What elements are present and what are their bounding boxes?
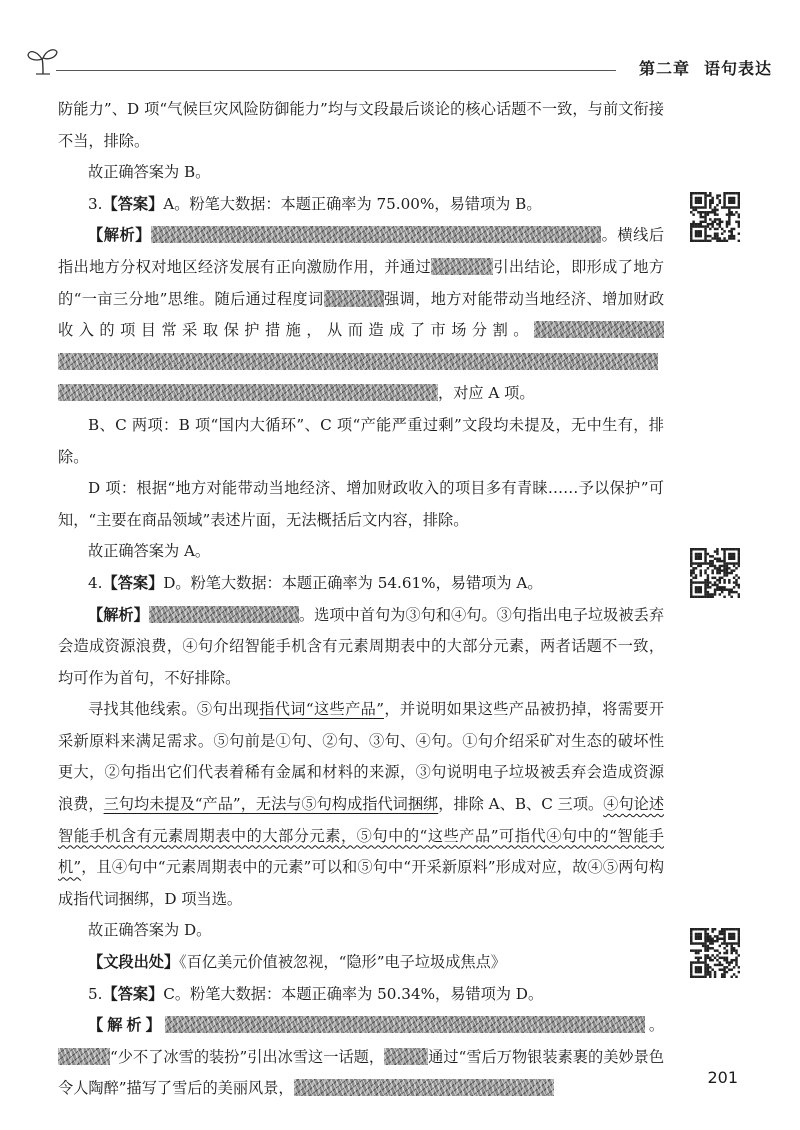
redacted-text bbox=[534, 321, 664, 338]
redacted-text bbox=[58, 353, 658, 370]
question-5-answer bbox=[58, 979, 664, 1011]
page-header bbox=[26, 44, 772, 84]
qr-code-icon bbox=[690, 928, 740, 978]
chapter-title bbox=[625, 56, 772, 79]
answer-label: 【答案】 bbox=[102, 194, 164, 213]
answer-line: 故正确答案为 B。 bbox=[88, 163, 211, 182]
paragraph bbox=[58, 694, 664, 915]
explanation-label: 【解析】 bbox=[88, 605, 149, 624]
redacted-text bbox=[58, 384, 438, 401]
redacted-text bbox=[324, 290, 384, 307]
wavy-underlined-text: ④句论述智能手机含有元素周期表中的大部分元素，⑤句中的“这些产品”可指代④句中的“智能手机” bbox=[58, 795, 665, 877]
underlined-text: 指代词“这些产品” bbox=[259, 700, 384, 719]
page-number: 201 bbox=[707, 1068, 738, 1087]
question-number: 5. bbox=[88, 984, 103, 1003]
explanation-text: ，对应 A 项。 bbox=[438, 384, 535, 403]
explanation-label: 【解析】 bbox=[88, 226, 151, 245]
paragraph: D 项：根据“地方对能带动当地经济、增加财政收入的项目多有青睐……予以保护”可知，“主要在商品领域”表述片面，无法概括后文内容，排除。 bbox=[58, 479, 664, 529]
section-name: 语句表达 bbox=[703, 59, 772, 78]
explanation-text: 强调，地方对能带动当地经济、增加财政收入的项目常采取保护措施，从而造成了市场分割。 bbox=[58, 289, 665, 340]
redacted-text bbox=[58, 1048, 110, 1065]
redacted-text bbox=[165, 1016, 645, 1033]
explanation-text: “少不了冰雪的装扮”引出冰雪这一话题， bbox=[110, 1047, 385, 1066]
answer-text: D。粉笔大数据：本题正确率为 54.61%，易错项为 A。 bbox=[163, 573, 543, 592]
redacted-text bbox=[431, 258, 493, 275]
qr-code-icon bbox=[690, 192, 740, 242]
header-rule-dashed bbox=[456, 70, 616, 71]
sprout-leaf-icon bbox=[26, 44, 60, 78]
answer-label: 【答案】 bbox=[102, 573, 164, 592]
paragraph: B、C 两项：B 项“国内大循环”、C 项“产能严重过剩”文段均未提及，无中生有，排除。 bbox=[58, 415, 664, 466]
question-3-explanation bbox=[58, 220, 664, 410]
explanation-text: 通过“雪后万物银装素裹的美妙景色令人陶醉”描写了雪后的美丽风景， bbox=[58, 1047, 665, 1098]
source-line bbox=[58, 947, 664, 979]
explanation-text: 。选项中首句为③句和④句。③句指出电子垃圾被丢弃会造成资源浪费，④句介绍智能手机含有元素周期表中的大部分元素，两者话题不一致，均可作为首句，不好排除。 bbox=[58, 605, 665, 687]
redacted-text bbox=[149, 606, 299, 623]
answer-label: 【答案】 bbox=[102, 984, 164, 1003]
question-4-answer bbox=[58, 568, 664, 600]
explanation-text: 。横线后指出地方分权对地区经济发展有正向激励作用，并通过 bbox=[58, 226, 664, 276]
redacted-text bbox=[151, 226, 601, 243]
answer-line: 故正确答案为 D。 bbox=[88, 921, 212, 940]
redacted-text bbox=[384, 1048, 428, 1065]
redacted-text bbox=[294, 1079, 554, 1096]
paragraph-text: ，且④句中“元素周期表中的元素”可以和⑤句中“开采新原料”形成对应，故④⑤两句构成指代词捆绑，D 项当选。 bbox=[58, 858, 665, 908]
paragraph-text: ，排除 A、B、C 三项。 bbox=[438, 795, 604, 814]
explanation-label: 【解析】 bbox=[88, 1016, 165, 1035]
answer-text: A。粉笔大数据：本题正确率为 75.00%，易错项为 B。 bbox=[163, 194, 542, 213]
answer-line: 故正确答案为 A。 bbox=[88, 542, 211, 561]
paragraph-text: 寻找其他线索。⑤句出现 bbox=[88, 700, 260, 719]
qr-code-icon bbox=[690, 548, 740, 598]
question-3-answer bbox=[58, 189, 664, 221]
question-5-explanation bbox=[58, 1010, 664, 1105]
body-text bbox=[58, 94, 664, 1105]
underlined-text: 三句均未提及“产品”，无法与⑤句构成指代词捆绑 bbox=[103, 795, 439, 814]
question-number: 3. bbox=[88, 194, 103, 213]
question-number: 4. bbox=[88, 573, 103, 592]
explanation-text: 引出结论，即形成了地方的“一亩三分地”思维。随后通过程度词 bbox=[58, 257, 665, 308]
chapter-number: 第二章 bbox=[638, 59, 690, 78]
source-title: 《百亿美元价值被忽视，“隐形”电子垃圾成焦点》 bbox=[179, 953, 506, 972]
source-label: 【文段出处】 bbox=[88, 953, 180, 972]
question-4-explanation bbox=[58, 600, 664, 695]
paragraph: 防能力”、D 项“气候巨灾风险防御能力”均与文段最后谈论的核心话题不一致，与前文衔接不当，排除。 bbox=[58, 100, 664, 150]
answer-text: C。粉笔大数据：本题正确率为 50.34%，易错项为 D。 bbox=[163, 984, 544, 1003]
paragraph-text: ，并说明如果这些产品被扔掉，将需要开采新原料来满足需求。⑤句前是①句、②句、③句、④句。①句介绍采矿对生态的破坏性更大，②句指出它们代表着稀有金属和材料的来源，③句说明电子垃圾被丢弃会造成资源浪费， bbox=[58, 700, 665, 814]
explanation-text: 。 bbox=[644, 1016, 665, 1035]
